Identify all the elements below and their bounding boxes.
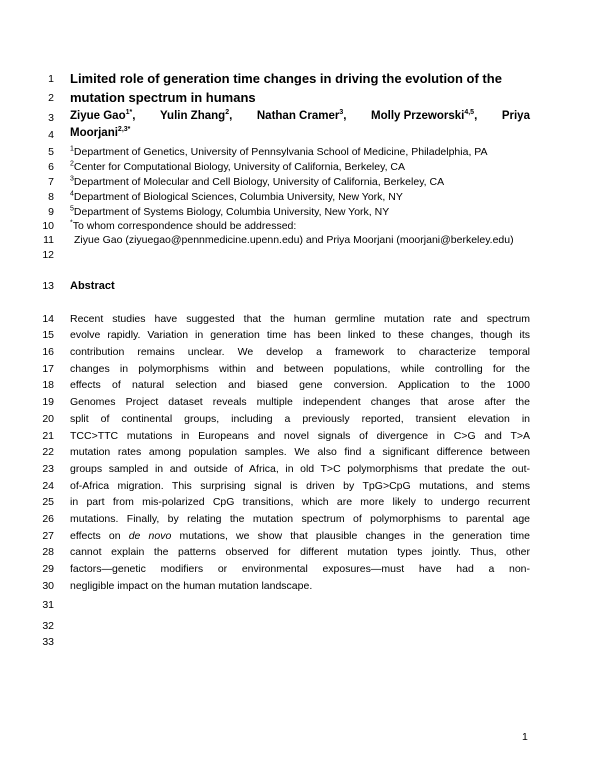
abstract-line: Genomes Project dataset reveals multiple independent changes that arose after the	[70, 396, 530, 408]
line-number: 19	[42, 396, 54, 408]
abstract-line: mutations. Finally, by relating the mutation spectrum of polymorphisms to parental age	[70, 513, 530, 525]
page-number: 1	[522, 731, 528, 743]
line-number: 31	[42, 599, 54, 611]
abstract-line: mutation rates among population samples. We also find a significant difference between	[70, 446, 530, 458]
author: Ziyue Gao$^{1*}$,	[70, 109, 136, 122]
abstract-line: effects on de novo mutations, we show that plausible changes in the generation time	[70, 530, 530, 542]
abstract-line: effects of natural selection and biased gene conversion. Application to the 1000	[70, 379, 530, 391]
line-number: 5	[48, 146, 54, 158]
abstract-line: groups sampled in and outside of Africa, in old T>C polymorphisms that predate the out-	[70, 463, 530, 475]
abstract-line: Recent studies have suggested that the human germline mutation rate and spectrum	[70, 313, 530, 325]
line-number: 27	[42, 530, 54, 542]
affiliation: $^3$Department of Molecular and Cell Biology, University of California, Berkeley, CA	[70, 175, 445, 188]
line-number: 12	[42, 249, 54, 261]
line-number: 1	[48, 73, 54, 85]
abstract-line: split of continental groups, including a previously reported, transient elevation in	[70, 413, 530, 425]
abstract-line: factors—genetic modifiers or environmental exposures—must have had a non-	[70, 563, 530, 575]
line-number: 4	[48, 129, 54, 141]
line-number: 14	[42, 313, 54, 325]
paper-title-line-1: Limited role of generation time changes in driving the evolution of the	[70, 71, 502, 86]
correspondence-emails: Ziyue Gao (ziyuegao@pennmedicine.upenn.edu) and Priya Moorjani (moorjani@berkeley.edu)	[74, 234, 514, 246]
line-number: 24	[42, 480, 54, 492]
line-number: 10	[42, 220, 54, 232]
author-list	[70, 110, 530, 123]
abstract-line: evolve rapidly. Variation in generation time has been linked to these changes, though its	[70, 329, 530, 341]
line-number: 17	[42, 363, 54, 375]
line-number: 18	[42, 379, 54, 391]
line-number: 32	[42, 620, 54, 632]
line-number: 25	[42, 496, 54, 508]
author: Molly Przeworski$^{4,5}$,	[371, 109, 478, 122]
line-number: 9	[48, 206, 54, 218]
line-number: 6	[48, 161, 54, 173]
line-number: 22	[42, 446, 54, 458]
line-number: 2	[48, 92, 54, 104]
line-number: 26	[42, 513, 54, 525]
abstract-line: negligible impact on the human mutation landscape.	[70, 580, 313, 592]
abstract-line: of-Africa migration. This surprising signal is driven by TpG>CpG mutations, and stems	[70, 480, 530, 492]
author: Yulin Zhang$^2$,	[160, 109, 233, 122]
line-number: 15	[42, 329, 54, 341]
abstract-line: TCC>TTC mutations in Europeans and novel signals of divergence in C>G and T>A	[70, 430, 530, 442]
affiliation: $^5$Department of Systems Biology, Columbia University, New York, NY	[70, 205, 390, 218]
line-number: 8	[48, 191, 54, 203]
line-number: 23	[42, 463, 54, 475]
line-number: 33	[42, 636, 54, 648]
abstract-line: cannot explain the patterns observed for different mutation types jointly. Thus, other	[70, 546, 530, 558]
line-number: 13	[42, 280, 54, 292]
affiliation: $^1$Department of Genetics, University of Pennsylvania School of Medicine, Philadelphia, PA	[70, 145, 488, 158]
affiliation: $^2$Center for Computational Biology, University of California, Berkeley, CA	[70, 160, 405, 173]
line-number: 28	[42, 546, 54, 558]
correspondence-note: *To whom correspondence should be addressed:	[70, 219, 297, 232]
author: Nathan Cramer$^3$,	[256, 109, 347, 122]
line-number: 29	[42, 563, 54, 575]
line-number: 11	[43, 234, 54, 246]
abstract-line: contribution remains unclear. We develop a framework to characterize temporal	[70, 346, 530, 358]
author-continued: Moorjani$^{2,3*}$	[70, 126, 131, 139]
abstract-line: in part from mis-polarized CpG transitions, which are more likely to undergo recurrent	[70, 496, 530, 508]
line-number: 30	[42, 580, 54, 592]
abstract-heading: Abstract	[70, 280, 115, 292]
paper-title-line-2: mutation spectrum in humans	[70, 90, 256, 105]
abstract-line: changes in polymorphisms within and between populations, while controlling for the	[70, 363, 530, 375]
line-number: 21	[42, 430, 54, 442]
line-number: 3	[48, 112, 54, 124]
author: Priya	[501, 110, 530, 122]
line-number: 16	[42, 346, 54, 358]
affiliation: $^4$Department of Biological Sciences, Columbia University, New York, NY	[70, 190, 403, 203]
line-number: 20	[42, 413, 54, 425]
line-number: 7	[48, 176, 54, 188]
